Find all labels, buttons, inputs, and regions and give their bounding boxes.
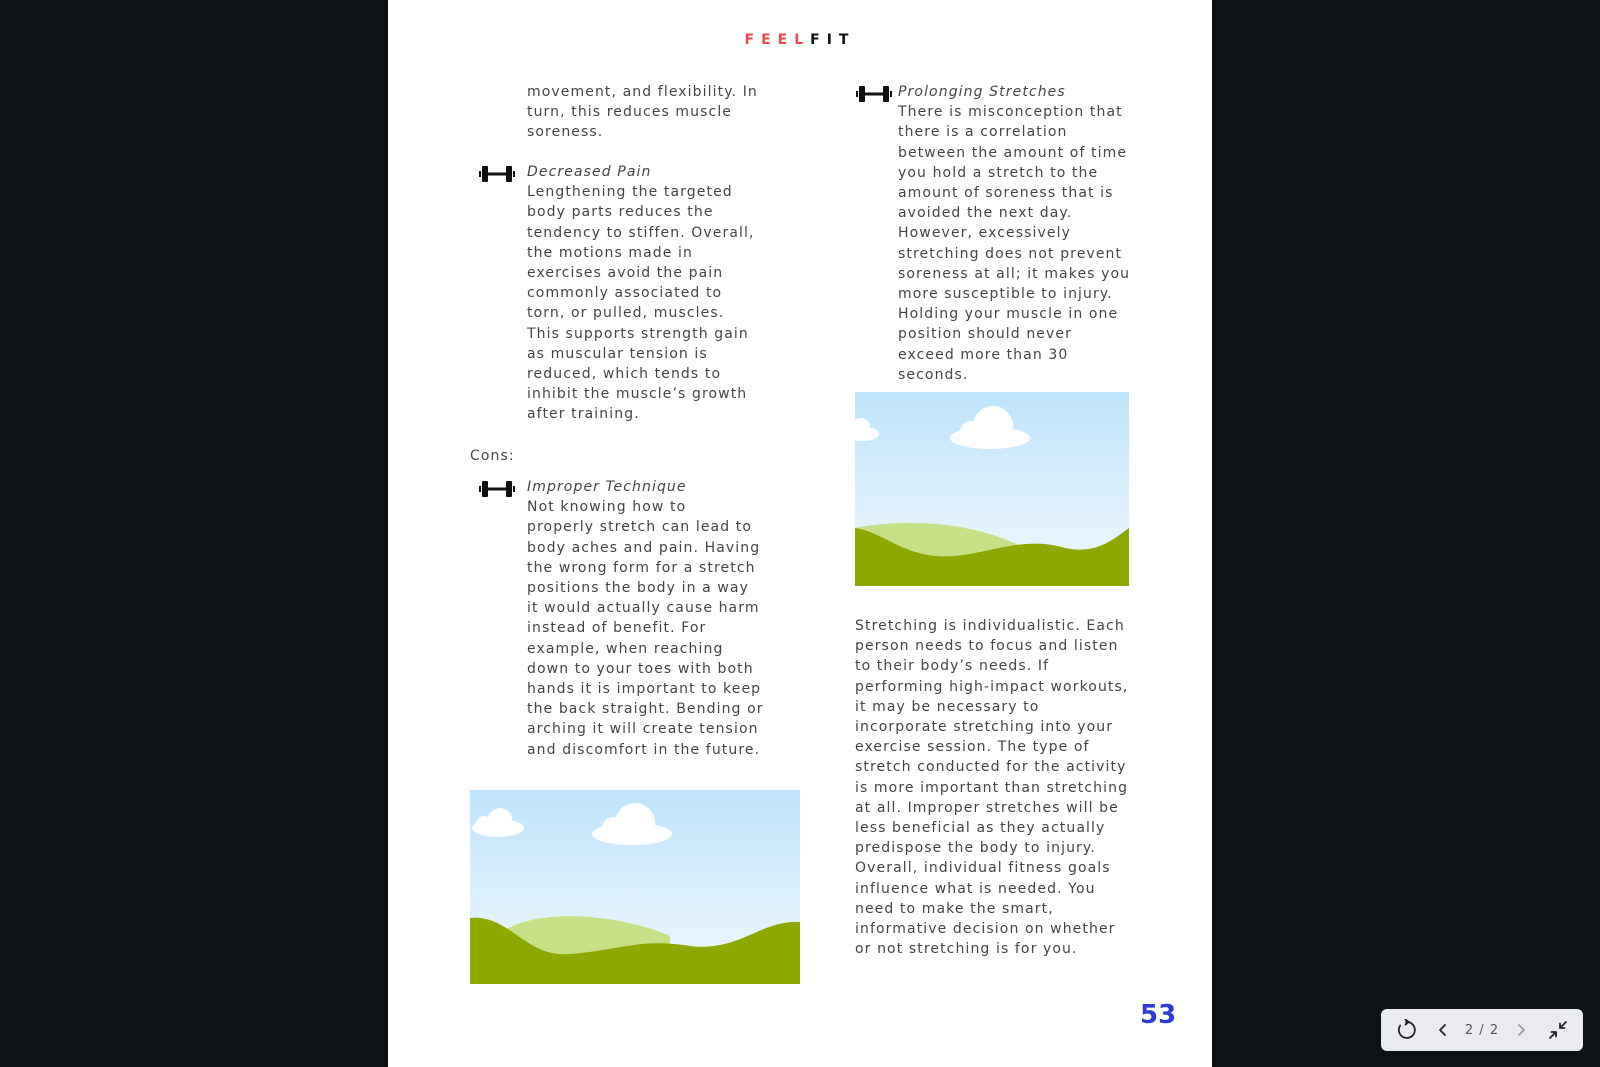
exit-fullscreen-icon [1548, 1020, 1568, 1040]
text-line: person needs to focus and listen [855, 638, 1119, 655]
text-line: inhibit the muscle’s growth [527, 386, 748, 403]
text-line: predispose the body to injury. [855, 840, 1096, 857]
text-line: body parts reduces the [527, 204, 714, 221]
text-line: is more important than stretching [855, 779, 1129, 796]
text-line: soreness. [527, 124, 604, 141]
text-line: Lengthening the targeted [527, 184, 733, 201]
text-line: Holding your muscle in one [898, 306, 1119, 323]
text-line: reduced, which tends to [527, 366, 722, 383]
text-line: turn, this reduces muscle [527, 104, 733, 121]
text-line: movement, and flexibility. In [527, 84, 758, 100]
text-line: example, when reaching [527, 640, 724, 657]
text-line: need to make the smart, [855, 900, 1054, 917]
text-line: it may be necessary to [855, 698, 1040, 715]
text-line: the wrong form for a stretch [527, 559, 756, 576]
text-line: the motions made in [527, 244, 694, 261]
section-heading: Decreased Pain [527, 164, 652, 180]
text-line: hands it is important to keep [527, 681, 762, 698]
page-indicator: 2 / 2 [1464, 1022, 1500, 1038]
page-number: 53 [1140, 1000, 1177, 1030]
text-line: instead of benefit. For [527, 620, 707, 637]
text-line: Stretching is individualistic. Each [855, 618, 1125, 634]
text-line: there is a correlation [898, 124, 1068, 141]
dumbbell-icon [856, 85, 892, 103]
next-page-button[interactable] [1506, 1015, 1536, 1045]
section-heading: Prolonging Stretches [898, 84, 1066, 100]
text-line: or not stretching is for you. [855, 941, 1078, 958]
prolonging-stretches-section [898, 82, 1130, 385]
text-line: at all. Improper stretches will be [855, 799, 1119, 816]
text-line: less beneficial as they actually [855, 820, 1106, 837]
text-line: commonly associated to [527, 285, 723, 302]
text-line: as muscular tension is [527, 345, 708, 362]
intro-paragraph [527, 82, 758, 143]
conclusion-paragraph [855, 616, 1128, 959]
text-line: and discomfort in the future. [527, 741, 761, 758]
text-line: positions the body in a way [527, 580, 749, 597]
text-line: This supports strength gain [527, 325, 749, 342]
text-line: stretch conducted for the activity [855, 759, 1127, 776]
text-line: position should never [898, 326, 1072, 343]
text-line: down to your toes with both [527, 660, 754, 677]
dumbbell-icon [479, 165, 515, 183]
text-line: seconds. [898, 366, 969, 383]
brand-feel: FEEL [744, 32, 811, 48]
text-line: arching it will create tension [527, 721, 759, 738]
section-heading: Improper Technique [527, 479, 687, 495]
text-line: performing high-impact workouts, [855, 678, 1129, 695]
brand-fit: FIT [810, 32, 856, 48]
text-line: tendency to stiffen. Overall, [527, 224, 755, 241]
text-line: Not knowing how to [527, 499, 687, 516]
text-line: the back straight. Bending or [527, 701, 764, 718]
document-page [388, 0, 1212, 1067]
text-line: after training. [527, 406, 640, 423]
text-line: stretching does not prevent [898, 245, 1123, 262]
text-line: exercise session. The type of [855, 739, 1090, 756]
rotate-button[interactable] [1391, 1015, 1421, 1045]
viewer-toolbar [1381, 1009, 1583, 1051]
text-line: soreness at all; it makes you [898, 265, 1131, 282]
exit-fullscreen-button[interactable] [1543, 1015, 1573, 1045]
text-line: incorporate stretching into your [855, 719, 1114, 736]
cons-label: Cons: [470, 448, 515, 464]
text-line: between the amount of time [898, 144, 1128, 161]
decreased-pain-section [527, 162, 755, 425]
chevron-right-icon [1514, 1023, 1528, 1037]
chevron-left-icon [1436, 1023, 1450, 1037]
previous-page-button[interactable] [1428, 1015, 1458, 1045]
brand-logo [388, 32, 1212, 48]
text-line: exercises avoid the pain [527, 265, 724, 282]
dumbbell-icon [479, 480, 515, 498]
text-line: you hold a stretch to the [898, 164, 1099, 181]
improper-technique-section [527, 477, 764, 760]
text-line: it would actually cause harm [527, 600, 760, 617]
text-line: more susceptible to injury. [898, 286, 1113, 303]
text-line: avoided the next day. [898, 205, 1073, 222]
landscape-image-placeholder [855, 392, 1129, 586]
rotate-icon [1395, 1019, 1417, 1041]
text-line: amount of soreness that is [898, 185, 1114, 202]
text-line: Overall, individual fitness goals [855, 860, 1111, 877]
text-line: informative decision on whether [855, 921, 1116, 938]
text-line: exceed more than 30 [898, 346, 1069, 363]
text-line: torn, or pulled, muscles. [527, 305, 725, 322]
text-line: body aches and pain. Having [527, 539, 761, 556]
text-line: properly stretch can lead to [527, 519, 753, 536]
landscape-image-placeholder [470, 790, 800, 984]
text-line: However, excessively [898, 225, 1071, 242]
text-line: to their body’s needs. If [855, 658, 1050, 675]
text-line: There is misconception that [898, 104, 1123, 121]
text-line: influence what is needed. You [855, 880, 1096, 897]
